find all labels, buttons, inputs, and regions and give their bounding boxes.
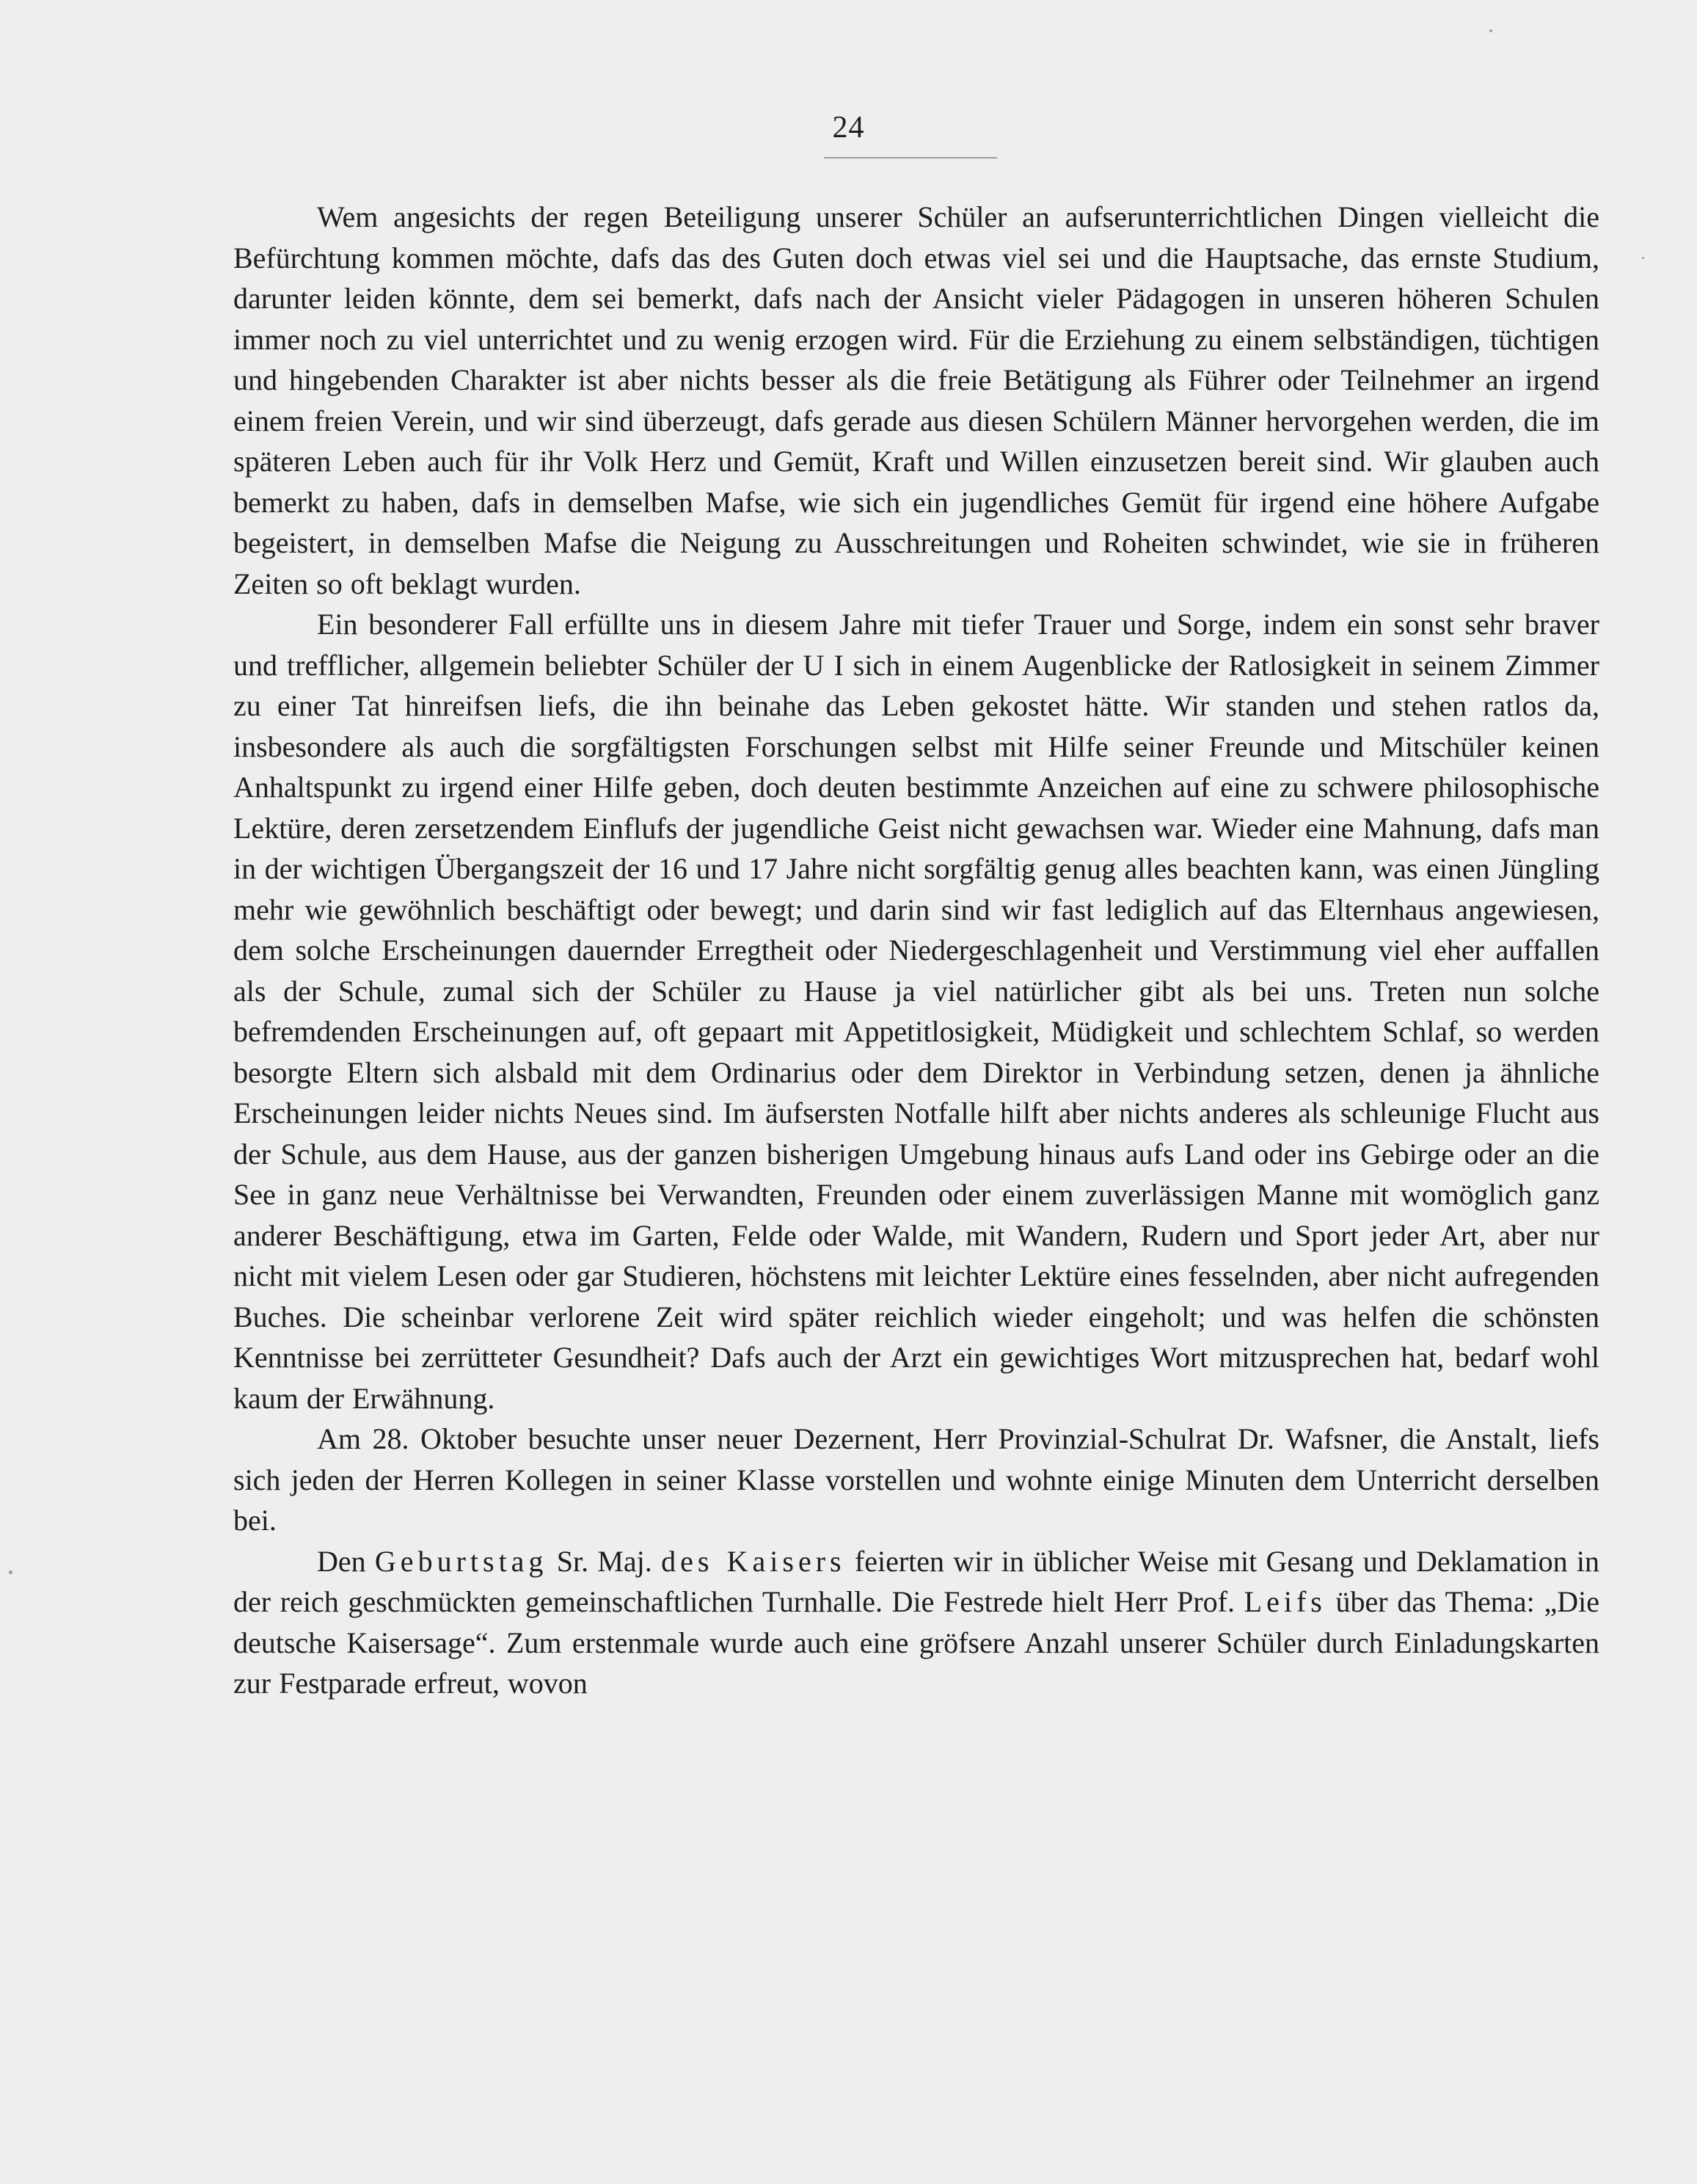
paragraph-4-text-mid-1: Sr. Maj. <box>547 1544 662 1578</box>
paragraph-4-text-mid-2: feierten wir in üblicher Weise mit Gesang und Deklamation in der reich geschmückten gemeinschaftlichen Turnhalle. Die Festrede hielt Herr Prof. <box>233 1544 1600 1618</box>
page-number: 24 <box>832 111 865 145</box>
paragraph-4 <box>233 1541 1599 1704</box>
paragraph-4-text-after: über das Thema: „Die deutsche Kaisersage“. Zum erstenmale wurde auch eine gröfsere Anzahl unserer Schüler durch Einladungskarten zur Festparade erfreut, wovon <box>233 1585 1599 1700</box>
paragraph-4-spaced-geburtstag: Geburtstag <box>374 1544 548 1578</box>
paper-speck <box>9 1570 12 1574</box>
paragraph-4-spaced-leifs: Leifs <box>1244 1585 1326 1618</box>
paragraph-4-text-before: Den <box>317 1544 375 1578</box>
body-text <box>233 197 1599 1704</box>
paper-speck <box>1642 257 1644 259</box>
paragraph-4-spaced-kaisers: des Kaisers <box>661 1544 846 1578</box>
paragraph-1: Wem angesichts der regen Beteiligung unserer Schüler an aufserunterrichtlichen Dingen vielleicht die Befürchtung kommen möchte, dafs das des Guten doch etwas viel sei und die Hauptsache, das ernste Studium, darunter leiden könnte, dem sei bemerkt, dafs nach der Ansicht vieler Pädagogen in unseren höheren Schulen immer noch zu viel unterrichtet und zu wenig erzogen wird. Für die Erziehung zu einem selbständigen, tüchtigen und hingebenden Charakter ist aber nichts besser als die freie Betätigung als Führer oder Teilnehmer an irgend einem freien Verein, und wir sind überzeugt, dafs gerade aus diesen Schülern Männer hervorgehen werden, die im späteren Leben auch für ihr Volk Herz und Gemüt, Kraft und Willen einzusetzen bereit sind. Wir glauben auch bemerkt zu haben, dafs in demselben Mafse, wie sich ein jugendliches Gemüt für irgend eine höhere Aufgabe begeistert, in demselben Mafse die Neigung zu Ausschreitungen und Roheiten schwindet, wie sie in früheren Zeiten so oft beklagt wurden. <box>233 200 1599 600</box>
paragraph-2: Ein besonderer Fall erfüllte uns in diesem Jahre mit tiefer Trauer und Sorge, indem ein sonst sehr braver und trefflicher, allgemein beliebter Schüler der U I sich in einem Augenblicke der Ratlosigkeit in seinem Zimmer zu einer Tat hinreifsen liefs, die ihn beinahe das Leben gekostet hätte. Wir standen und stehen ratlos da, insbesondere als auch die sorgfältigsten Forschungen selbst mit Hilfe seiner Freunde und Mitschüler keinen Anhaltspunkt zu irgend einer Hilfe geben, doch deuten bestimmte Anzeichen auf eine zu schwere philosophische Lektüre, deren zersetzendem Einflufs der jugendliche Geist nicht gewachsen war. Wieder eine Mahnung, dafs man in der wichtigen Übergangszeit der 16 und 17 Jahre nicht sorgfältig genug alles beachten kann, was einen Jüngling mehr wie gewöhnlich beschäftigt oder bewegt; und darin sind wir fast lediglich auf das Elternhaus angewiesen, dem solche Erscheinungen dauernder Erregtheit oder Niedergeschlagenheit und Verstimmung viel eher auffallen als der Schule, zumal sich der Schüler zu Hause ja viel natürlicher gibt als bei uns. Treten nun solche befremdenden Erscheinungen auf, oft gepaart mit Appetitlosigkeit, Müdigkeit und schlechtem Schlaf, so werden besorgte Eltern sich alsbald mit dem Ordinarius oder dem Direktor in Verbindung setzen, denen ja ähnliche Erscheinungen leider nichts Neues sind. Im äufsersten Notfalle hilft aber nichts anderes als schleunige Flucht aus der Schule, aus dem Hause, aus der ganzen bisherigen Umgebung hinaus aufs Land oder ins Gebirge oder an die See in ganz neue Verhältnisse bei Verwandten, Freunden oder einem zuverlässigen Manne mit womöglich ganz anderer Beschäftigung, etwa im Garten, Felde oder Walde, mit Wandern, Rudern und Sport jeder Art, aber nur nicht mit vielem Lesen oder gar Studieren, höchstens mit leichter Lektüre eines fesselnden, aber nicht aufregenden Buches. Die scheinbar verlorene Zeit wird später reichlich wieder eingeholt; und was helfen die schönsten Kenntnisse bei zerrütteter Gesundheit? Dafs auch der Arzt ein gewichtiges Wort mitzusprechen hat, bedarf wohl kaum der Erwähnung. <box>233 608 1599 1415</box>
paragraph-3: Am 28. Oktober besuchte unser neuer Dezernent, Herr Provinzial-Schulrat Dr. Wafsner, die Anstalt, liefs sich jeden der Herren Kollegen in seiner Klasse vorstellen und wohnte einige Minuten dem Unterricht derselben bei. <box>233 1422 1599 1537</box>
page-number-rule <box>824 157 997 159</box>
paper-speck <box>1489 29 1492 32</box>
